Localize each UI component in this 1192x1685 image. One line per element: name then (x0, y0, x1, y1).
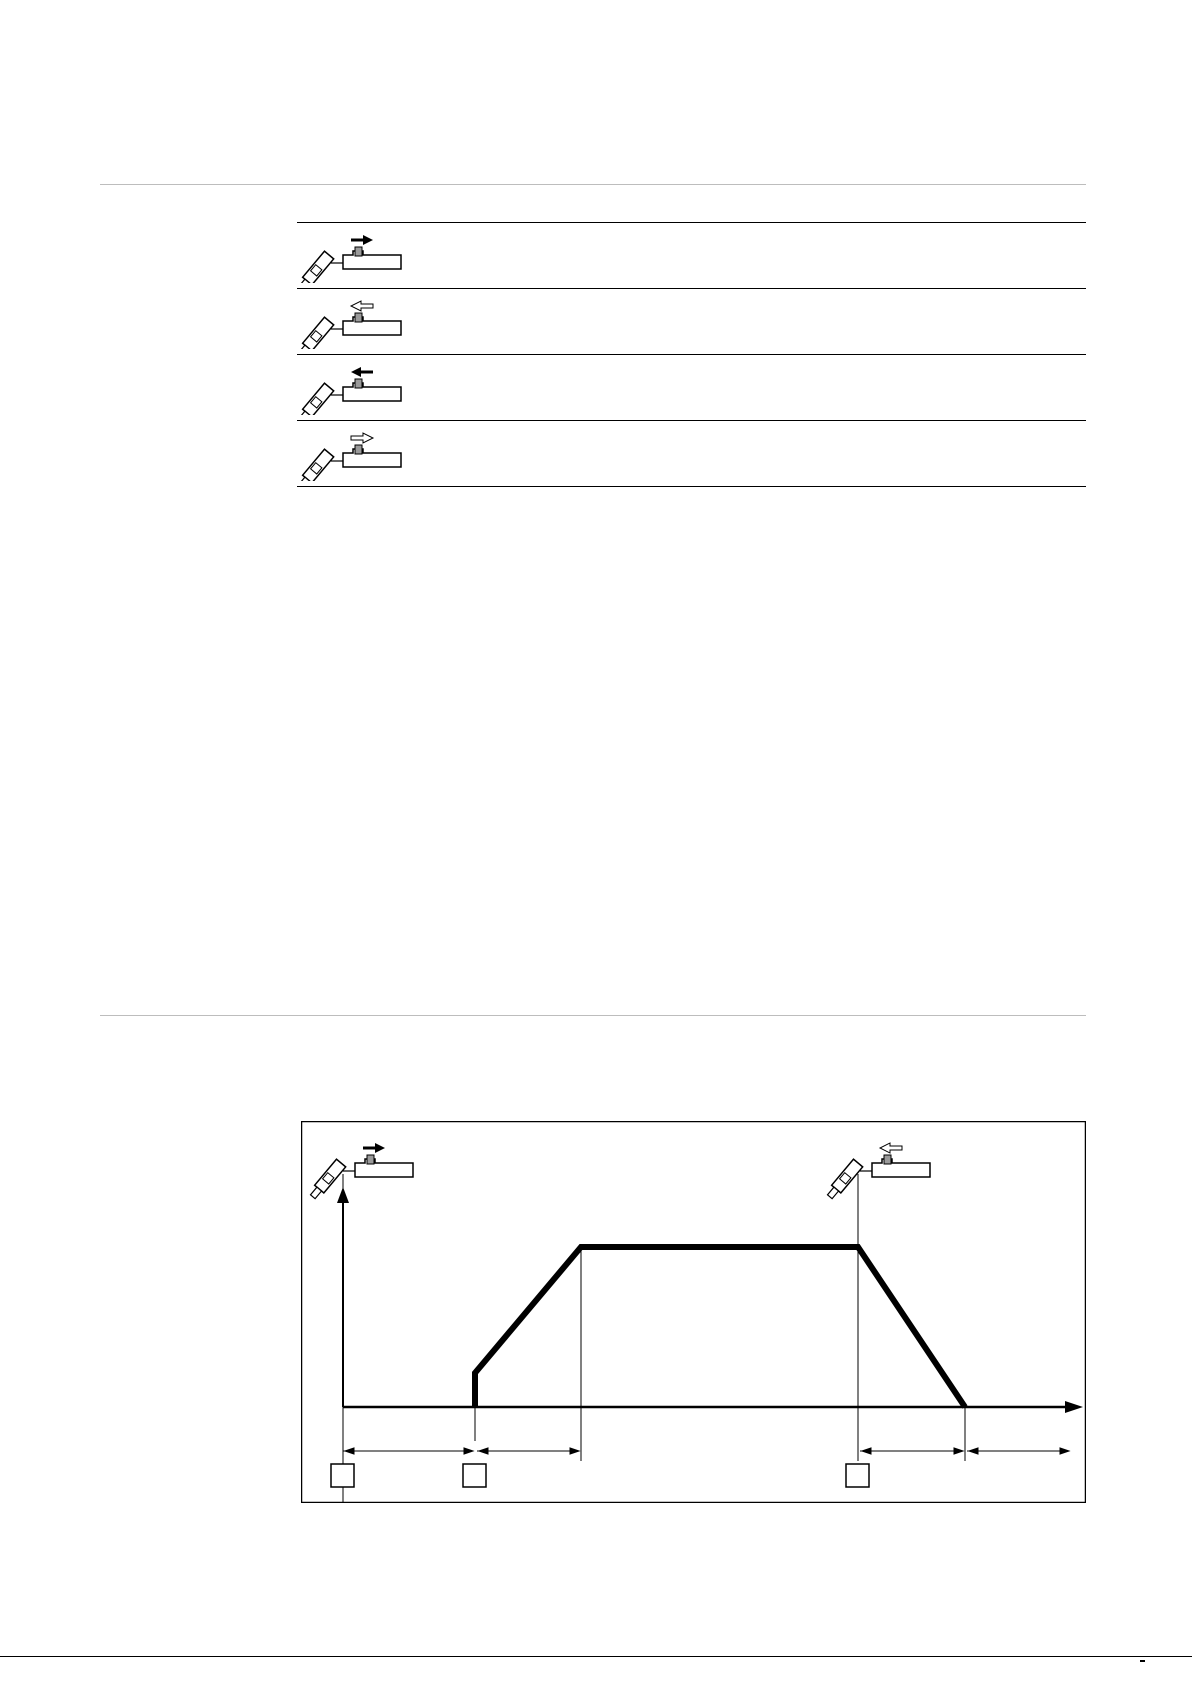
time-interval-arrows (343, 1448, 1069, 1454)
torch-trigger-let-go-forward-icon (297, 429, 407, 481)
marker-box-3 (846, 1464, 869, 1487)
x-axis-arrowhead (1065, 1401, 1083, 1413)
symbol-row (297, 420, 1086, 487)
footer-mark (1140, 1660, 1145, 1662)
symbol-row (297, 222, 1086, 288)
y-axis-arrowhead (337, 1187, 349, 1203)
torch-trigger-release-icon (297, 297, 407, 349)
symbol-row (297, 354, 1086, 420)
marker-box-1 (331, 1464, 354, 1487)
torch-press-icon (308, 1143, 413, 1201)
torch-trigger-press-icon (297, 231, 407, 283)
torch-trigger-hold-back-icon (297, 363, 407, 415)
current-curve (475, 1247, 965, 1407)
symbol-table (297, 222, 1086, 487)
two-step-mode-diagram (301, 1121, 1086, 1503)
section-divider-bottom (100, 1015, 1086, 1016)
diagram-frame (302, 1122, 1086, 1503)
footer-rule (0, 1656, 1192, 1657)
section-divider-top (100, 184, 1086, 185)
marker-box-2 (463, 1464, 486, 1487)
symbol-row (297, 288, 1086, 354)
torch-release-icon (825, 1143, 930, 1201)
